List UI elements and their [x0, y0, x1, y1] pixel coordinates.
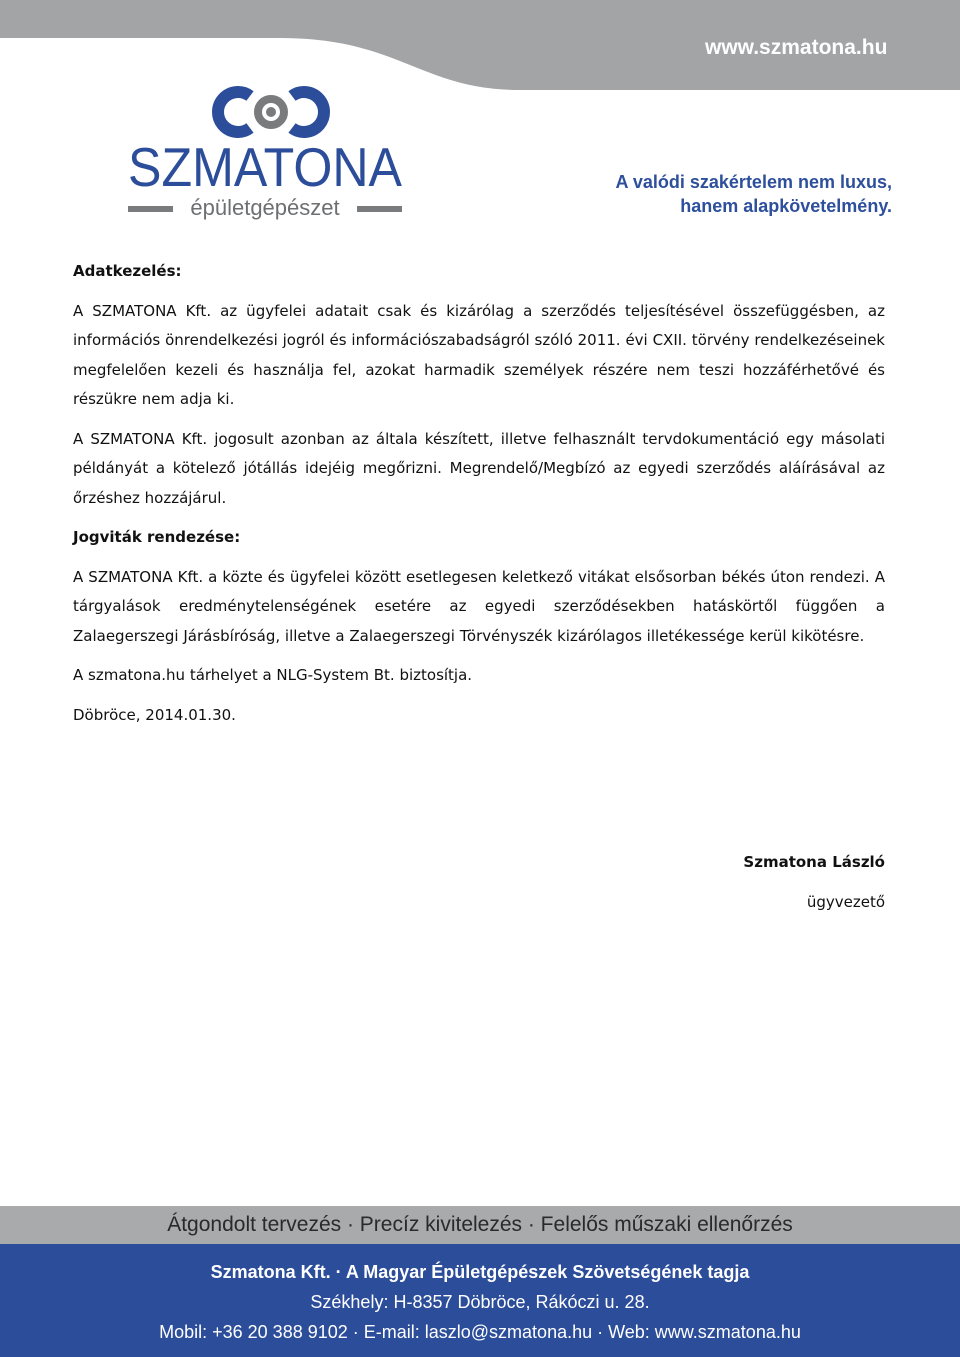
footer-tagline: Átgondolt tervezés · Precíz kivitelezés · Felelős műszaki ellenőrzés — [0, 1206, 960, 1244]
document-body — [73, 257, 885, 740]
footer-contacts: Mobil: +36 20 388 9102 · E-mail: laszlo@szmatona.hu · Web: www.szmatona.hu — [159, 1322, 801, 1342]
signer-name: Szmatona László — [743, 853, 885, 871]
signature-block — [743, 842, 885, 922]
signer-title: ügyvezető — [806, 893, 885, 911]
footer-company: Szmatona Kft. · A Magyar Épületgépészek Szövetségének tagja — [210, 1262, 750, 1282]
place-date: Döbröce, 2014.01.30. — [73, 705, 236, 724]
heading-jogvitak: Jogviták rendezése: — [73, 528, 241, 546]
footer-address: Székhely: H-8357 Döbröce, Rákóczi u. 28. — [310, 1292, 650, 1312]
logo-name: SZMATONA — [128, 136, 403, 198]
paragraph-documentation: A SZMATONA Kft. jogosult azonban az általa készített, illetve felhasznált tervdokumentáció egy másolati példányát a kötelező jótállás idejéig megőrizni. Megrendelő/Megbízó az egyedi szerződés aláírásával az őrzéshez hozzájárul. — [73, 429, 885, 507]
slogan-line-2: hanem alapkövetelmény. — [680, 196, 892, 216]
slogan — [560, 170, 892, 218]
header-url: www.szmatona.hu — [705, 36, 888, 59]
footer-contact — [0, 1244, 960, 1357]
slogan-line-1: A valódi szakértelem nem luxus, — [615, 172, 892, 192]
heading-adatkezeles: Adatkezelés: — [73, 262, 182, 280]
paragraph-disputes: A SZMATONA Kft. a közte és ügyfelei között esetlegesen keletkező vitákat elsősorban békés úton rendezi. A tárgyalások eredménytelenségének esetére az egyedi szerződésekben hatáskörtől függően a Zalaegerszegi Járásbíróság, illetve a Zalaegerszegi Törvényszék kizárólagos illetékessége kerül kikötésre. — [73, 567, 885, 645]
logo-subtitle: épületgépészet — [190, 195, 340, 220]
paragraph-data-handling: A SZMATONA Kft. az ügyfelei adatait csak és kizárólag a szerződés teljesítésével összefüggésben, az információs önrendelkezési jogról és információszabadságról szóló 2011. évi CXII. törvény rendelkezéseinek megfelelően kezeli és használja fel, azokat harmadik személyek részére nem teszi hozzáférhetővé és részükre nem adja ki. — [73, 301, 885, 408]
paragraph-hosting: A szmatona.hu tárhelyet a NLG-System Bt. biztosítja. — [73, 666, 473, 684]
szmatona-logo — [120, 82, 420, 227]
